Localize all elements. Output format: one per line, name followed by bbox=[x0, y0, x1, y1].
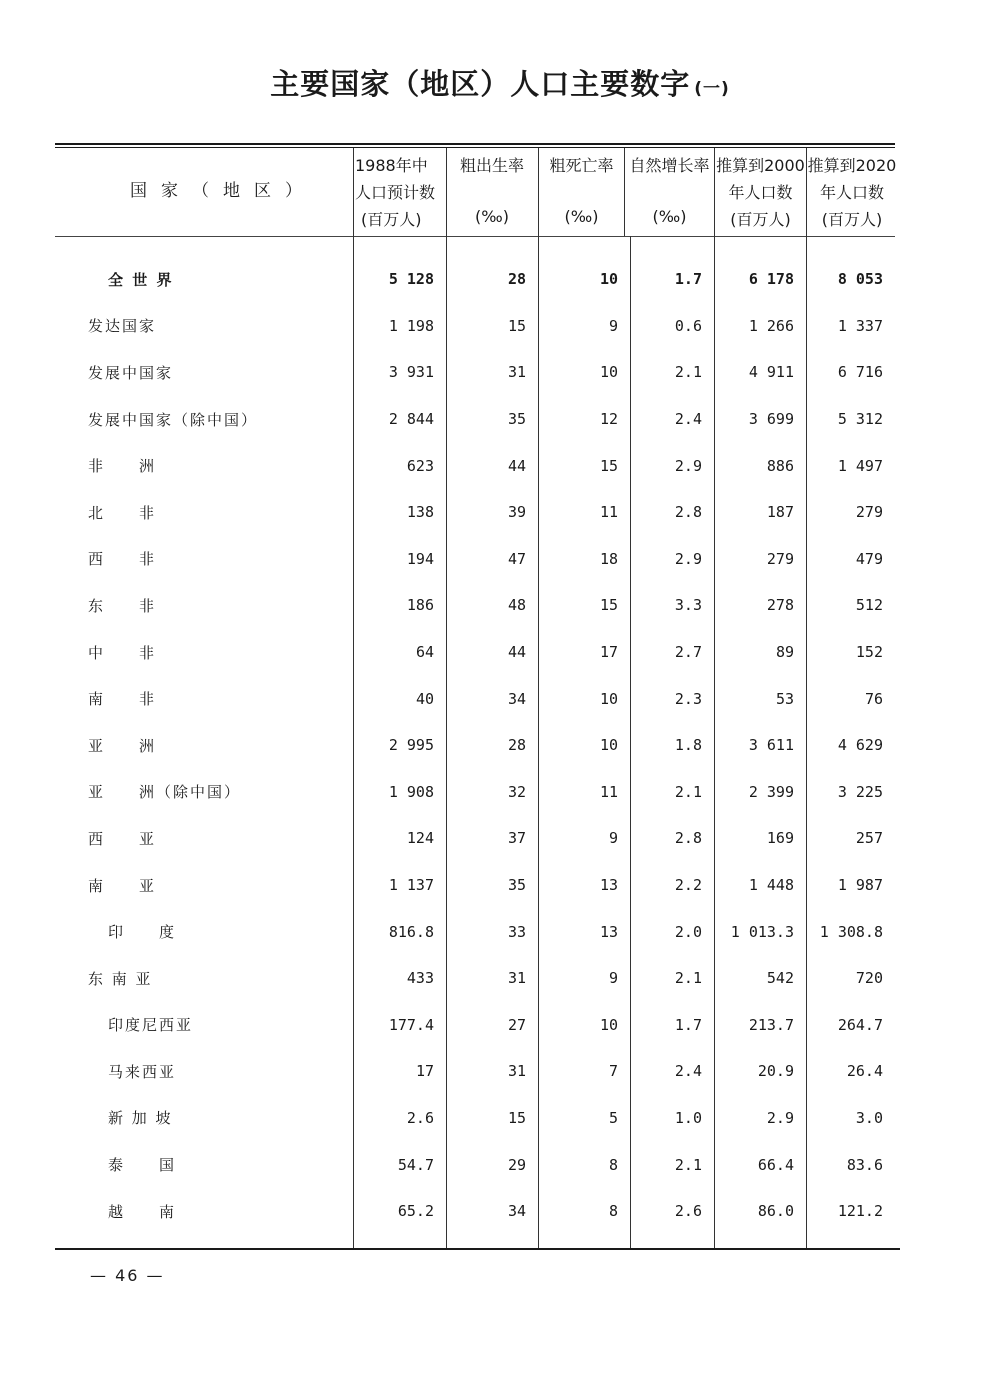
table-row bbox=[55, 722, 895, 769]
death-cell: 10 bbox=[599, 363, 618, 382]
proj2000-cell: 213.7 bbox=[748, 1015, 794, 1034]
natural-cell: 2.6 bbox=[674, 1202, 702, 1221]
natural-cell: 2.8 bbox=[674, 829, 702, 848]
country-name-cell: 亚 洲 bbox=[88, 736, 157, 755]
table-row bbox=[55, 396, 895, 443]
natural-cell: 2.8 bbox=[674, 503, 702, 522]
pop1988-cell: 40 bbox=[415, 689, 434, 708]
birth-cell: 48 bbox=[507, 596, 526, 615]
title-text: 主要国家（地区）人口主要数字 bbox=[270, 67, 691, 101]
country-name-cell: 东 非 bbox=[88, 596, 157, 615]
table-row bbox=[55, 536, 895, 583]
page-title bbox=[0, 62, 1000, 103]
proj2020-cell: 257 bbox=[855, 829, 883, 848]
pop1988-cell: 65.2 bbox=[397, 1202, 434, 1221]
proj2020-cell: 1 308.8 bbox=[819, 922, 883, 941]
proj2020-cell: 76 bbox=[864, 689, 883, 708]
pop1988-cell: 623 bbox=[406, 456, 434, 475]
country-column-header: 国家（地区） bbox=[130, 181, 316, 201]
table-row bbox=[55, 629, 895, 676]
population-table bbox=[55, 256, 895, 1234]
birth-cell: 32 bbox=[507, 782, 526, 801]
country-name-cell: 中 非 bbox=[88, 643, 157, 662]
table-row bbox=[55, 769, 895, 816]
death-cell: 10 bbox=[599, 1015, 618, 1034]
table-row bbox=[55, 1141, 895, 1188]
death-rate-column-header bbox=[539, 148, 624, 236]
death-cell: 11 bbox=[599, 782, 618, 801]
proj2000-cell: 86.0 bbox=[757, 1202, 794, 1221]
proj2020-cell: 8 053 bbox=[837, 270, 883, 289]
table-row bbox=[55, 303, 895, 350]
birth-cell: 28 bbox=[507, 270, 526, 289]
header-line: 推算到2020 bbox=[807, 156, 897, 175]
birth-cell: 37 bbox=[507, 829, 526, 848]
proj2000-cell: 169 bbox=[766, 829, 794, 848]
country-name-cell: 北 非 bbox=[88, 503, 157, 522]
death-cell: 11 bbox=[599, 503, 618, 522]
header-line: (百万人) bbox=[361, 210, 422, 229]
proj2020-cell: 6 716 bbox=[837, 363, 883, 382]
pop1988-column-header bbox=[355, 148, 445, 236]
pop1988-cell: 1 137 bbox=[388, 876, 434, 895]
birth-cell: 31 bbox=[507, 969, 526, 988]
proj2000-cell: 6 178 bbox=[748, 270, 794, 289]
natural-cell: 2.1 bbox=[674, 782, 702, 801]
proj2000-cell: 886 bbox=[766, 456, 794, 475]
proj2020-cell: 720 bbox=[855, 969, 883, 988]
pop1988-cell: 124 bbox=[406, 829, 434, 848]
country-name-cell: 东 南 亚 bbox=[88, 969, 153, 988]
header-line: 年人口数 bbox=[819, 183, 884, 202]
proj2000-cell: 2.9 bbox=[766, 1108, 794, 1127]
proj2020-cell: 152 bbox=[855, 643, 883, 662]
top-rule bbox=[55, 143, 895, 145]
header-line: 自然增长率 bbox=[629, 156, 710, 175]
natural-cell: 1.0 bbox=[674, 1108, 702, 1127]
header-line: (百万人) bbox=[730, 210, 791, 229]
pop1988-cell: 64 bbox=[415, 643, 434, 662]
natural-cell: 3.3 bbox=[674, 596, 702, 615]
proj2000-cell: 542 bbox=[766, 969, 794, 988]
header-rule bbox=[55, 236, 895, 237]
table-row bbox=[55, 349, 895, 396]
proj2020-cell: 26.4 bbox=[846, 1062, 883, 1081]
proj2020-cell: 264.7 bbox=[837, 1015, 883, 1034]
natural-cell: 2.4 bbox=[674, 1062, 702, 1081]
header-line: 1988年中 bbox=[355, 156, 428, 175]
proj2000-cell: 3 611 bbox=[748, 736, 794, 755]
table-row bbox=[55, 256, 895, 303]
death-cell: 15 bbox=[599, 456, 618, 475]
header-line: 粗出生率 bbox=[459, 156, 524, 175]
header-line: 推算到2000 bbox=[716, 156, 805, 175]
death-cell: 9 bbox=[608, 829, 618, 848]
natural-cell: 1.7 bbox=[674, 270, 702, 289]
natural-cell: 2.9 bbox=[674, 549, 702, 568]
country-name-cell: 泰 国 bbox=[108, 1156, 177, 1175]
proj2000-cell: 20.9 bbox=[757, 1062, 794, 1081]
birth-cell: 35 bbox=[507, 410, 526, 429]
proj2020-cell: 1 497 bbox=[837, 456, 883, 475]
pop1988-cell: 3 931 bbox=[388, 363, 434, 382]
proj2020-cell: 479 bbox=[855, 549, 883, 568]
birth-cell: 33 bbox=[507, 922, 526, 941]
pop1988-cell: 2.6 bbox=[406, 1108, 434, 1127]
country-name-cell: 非 洲 bbox=[88, 457, 157, 476]
table-body bbox=[55, 256, 895, 1234]
birth-cell: 44 bbox=[507, 643, 526, 662]
birth-cell: 47 bbox=[507, 549, 526, 568]
birth-cell: 28 bbox=[507, 736, 526, 755]
birth-cell: 15 bbox=[507, 1108, 526, 1127]
pop1988-cell: 186 bbox=[406, 596, 434, 615]
country-name-cell: 印 度 bbox=[108, 923, 177, 942]
country-name-cell: 全 世 界 bbox=[108, 270, 174, 289]
death-cell: 15 bbox=[599, 596, 618, 615]
table-row bbox=[55, 582, 895, 629]
header-line: 人口预计数 bbox=[355, 183, 436, 202]
proj2000-cell: 1 266 bbox=[748, 316, 794, 335]
birth-cell: 29 bbox=[507, 1155, 526, 1174]
pop1988-cell: 1 908 bbox=[388, 782, 434, 801]
pop1988-cell: 1 198 bbox=[388, 316, 434, 335]
header-line: (‰) bbox=[652, 207, 687, 226]
header-line: 年人口数 bbox=[728, 183, 793, 202]
proj2000-cell: 4 911 bbox=[748, 363, 794, 382]
death-cell: 17 bbox=[599, 643, 618, 662]
proj2000-cell: 278 bbox=[766, 596, 794, 615]
natural-cell: 0.6 bbox=[674, 316, 702, 335]
country-name-cell: 新 加 坡 bbox=[108, 1109, 173, 1128]
country-name-cell: 南 亚 bbox=[88, 876, 157, 895]
country-name-cell: 亚 洲（除中国） bbox=[88, 783, 242, 802]
birth-cell: 27 bbox=[507, 1015, 526, 1034]
header-divider bbox=[353, 148, 354, 236]
country-name-cell: 印度尼西亚 bbox=[108, 1016, 194, 1035]
table-row bbox=[55, 1095, 895, 1142]
proj2020-column-header bbox=[807, 148, 897, 236]
proj2020-cell: 4 629 bbox=[837, 736, 883, 755]
table-row bbox=[55, 675, 895, 722]
country-name-cell: 发展中国家（除中国） bbox=[88, 410, 259, 429]
country-name-cell: 西 非 bbox=[88, 550, 157, 569]
birth-cell: 39 bbox=[507, 503, 526, 522]
pop1988-cell: 2 995 bbox=[388, 736, 434, 755]
proj2000-cell: 1 448 bbox=[748, 876, 794, 895]
table-row bbox=[55, 1002, 895, 1049]
table-row bbox=[55, 955, 895, 1002]
pop1988-cell: 5 128 bbox=[388, 270, 434, 289]
birth-cell: 44 bbox=[507, 456, 526, 475]
table-row bbox=[55, 489, 895, 536]
death-cell: 12 bbox=[599, 410, 618, 429]
pop1988-cell: 177.4 bbox=[388, 1015, 434, 1034]
birth-cell: 35 bbox=[507, 876, 526, 895]
death-cell: 10 bbox=[599, 689, 618, 708]
proj2000-cell: 1 013.3 bbox=[730, 922, 794, 941]
pop1988-cell: 816.8 bbox=[388, 922, 434, 941]
birth-cell: 34 bbox=[507, 689, 526, 708]
proj2000-cell: 89 bbox=[775, 643, 794, 662]
birth-cell: 31 bbox=[507, 363, 526, 382]
natural-cell: 2.1 bbox=[674, 1155, 702, 1174]
death-cell: 10 bbox=[599, 736, 618, 755]
natural-cell: 2.1 bbox=[674, 363, 702, 382]
natural-cell: 2.1 bbox=[674, 969, 702, 988]
title-suffix: (一) bbox=[694, 79, 730, 99]
death-cell: 7 bbox=[608, 1062, 618, 1081]
death-cell: 9 bbox=[608, 316, 618, 335]
natural-cell: 2.0 bbox=[674, 922, 702, 941]
header-line: (‰) bbox=[564, 207, 599, 226]
natural-cell: 1.8 bbox=[674, 736, 702, 755]
death-cell: 9 bbox=[608, 969, 618, 988]
country-name-cell: 西 亚 bbox=[88, 829, 157, 848]
death-cell: 13 bbox=[599, 922, 618, 941]
page-number: — 46 — bbox=[90, 1266, 165, 1285]
country-name-cell: 发达国家 bbox=[88, 317, 157, 336]
death-cell: 18 bbox=[599, 549, 618, 568]
proj2020-cell: 1 987 bbox=[837, 876, 883, 895]
death-cell: 10 bbox=[599, 270, 618, 289]
pop1988-cell: 17 bbox=[415, 1062, 434, 1081]
natural-cell: 2.4 bbox=[674, 410, 702, 429]
birth-rate-column-header bbox=[447, 148, 537, 236]
proj2020-cell: 279 bbox=[855, 503, 883, 522]
natural-growth-column-header bbox=[625, 148, 714, 236]
proj2000-column-header bbox=[715, 148, 806, 236]
table-row bbox=[55, 908, 895, 955]
pop1988-cell: 433 bbox=[406, 969, 434, 988]
country-name-cell: 发展中国家 bbox=[88, 363, 174, 382]
header-line: (‰) bbox=[475, 207, 509, 226]
pop1988-cell: 2 844 bbox=[388, 410, 434, 429]
country-name-cell: 马来西亚 bbox=[108, 1062, 177, 1081]
natural-cell: 2.9 bbox=[674, 456, 702, 475]
proj2000-cell: 66.4 bbox=[757, 1155, 794, 1174]
proj2000-cell: 2 399 bbox=[748, 782, 794, 801]
death-cell: 8 bbox=[608, 1155, 618, 1174]
birth-cell: 34 bbox=[507, 1202, 526, 1221]
pop1988-cell: 194 bbox=[406, 549, 434, 568]
birth-cell: 15 bbox=[507, 316, 526, 335]
proj2000-cell: 279 bbox=[766, 549, 794, 568]
natural-cell: 1.7 bbox=[674, 1015, 702, 1034]
country-name-cell: 越 南 bbox=[108, 1202, 177, 1221]
proj2000-cell: 3 699 bbox=[748, 410, 794, 429]
proj2020-cell: 3.0 bbox=[855, 1108, 883, 1127]
natural-cell: 2.7 bbox=[674, 643, 702, 662]
bottom-rule bbox=[55, 1248, 900, 1250]
proj2020-cell: 83.6 bbox=[846, 1155, 883, 1174]
table-row bbox=[55, 442, 895, 489]
proj2020-cell: 121.2 bbox=[837, 1202, 883, 1221]
proj2020-cell: 1 337 bbox=[837, 316, 883, 335]
death-cell: 8 bbox=[608, 1202, 618, 1221]
country-name-cell: 南 非 bbox=[88, 690, 157, 709]
table-row bbox=[55, 1188, 895, 1235]
table-row bbox=[55, 862, 895, 909]
death-cell: 13 bbox=[599, 876, 618, 895]
pop1988-cell: 54.7 bbox=[397, 1155, 434, 1174]
natural-cell: 2.2 bbox=[674, 876, 702, 895]
birth-cell: 31 bbox=[507, 1062, 526, 1081]
proj2000-cell: 187 bbox=[766, 503, 794, 522]
proj2020-cell: 512 bbox=[855, 596, 883, 615]
proj2000-cell: 53 bbox=[775, 689, 794, 708]
header-line: 粗死亡率 bbox=[549, 156, 614, 175]
pop1988-cell: 138 bbox=[406, 503, 434, 522]
header-line: (百万人) bbox=[821, 210, 883, 229]
death-cell: 5 bbox=[608, 1108, 618, 1127]
table-row bbox=[55, 1048, 895, 1095]
table-row bbox=[55, 815, 895, 862]
proj2020-cell: 3 225 bbox=[837, 782, 883, 801]
proj2020-cell: 5 312 bbox=[837, 410, 883, 429]
natural-cell: 2.3 bbox=[674, 689, 702, 708]
